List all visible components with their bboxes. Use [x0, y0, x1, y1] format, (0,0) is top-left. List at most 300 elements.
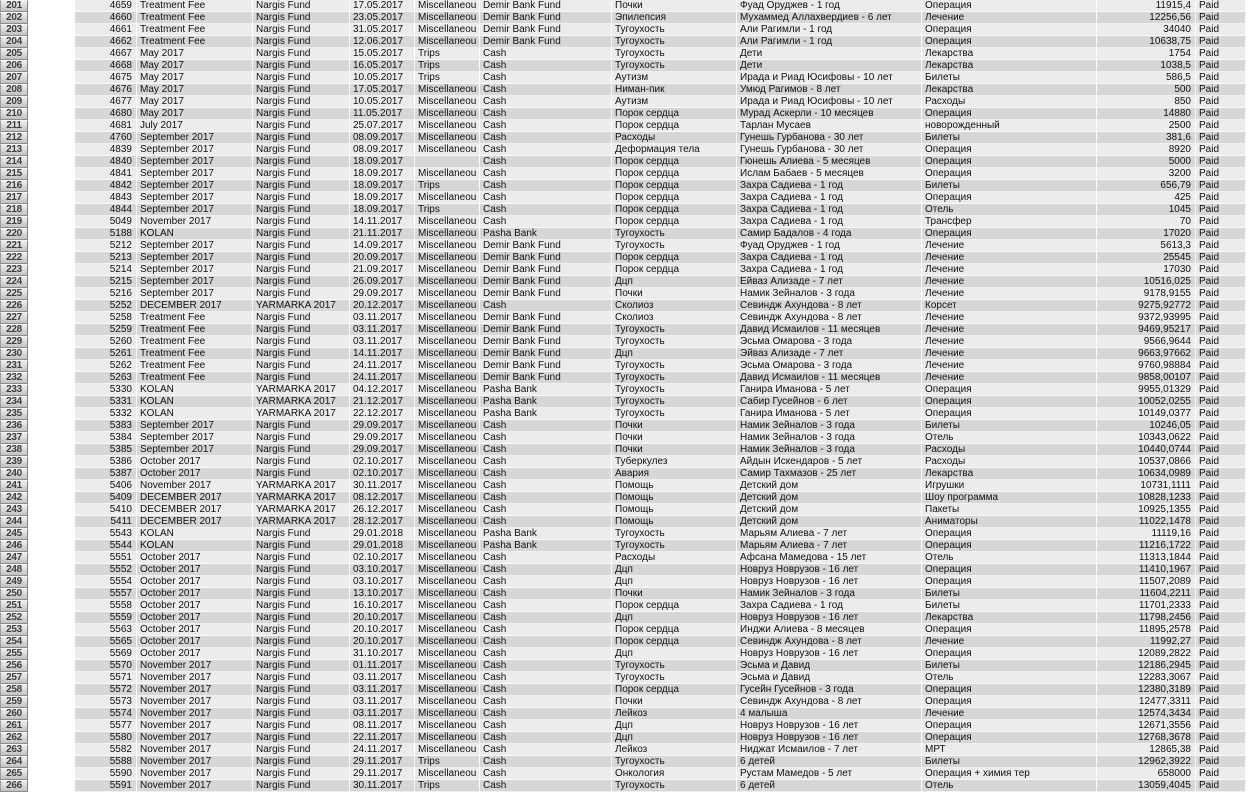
- cell-status[interactable]: Paid: [1196, 468, 1246, 480]
- cell-fund[interactable]: Nargis Fund: [253, 660, 350, 672]
- cell-status[interactable]: Paid: [1196, 480, 1246, 492]
- cell-type[interactable]: Miscellaneou: [415, 324, 480, 336]
- cell-fund[interactable]: Nargis Fund: [253, 528, 350, 540]
- cell-diagnosis[interactable]: Лейкоз: [612, 708, 737, 720]
- cell-type[interactable]: Miscellaneou: [415, 120, 480, 132]
- cell-fund[interactable]: Nargis Fund: [253, 216, 350, 228]
- cell-type[interactable]: Miscellaneou: [415, 228, 480, 240]
- cell-id[interactable]: 5214: [75, 264, 137, 276]
- cell-status[interactable]: Paid: [1196, 408, 1246, 420]
- cell-id[interactable]: 5580: [75, 732, 137, 744]
- cell-empty-col-a[interactable]: [28, 336, 75, 348]
- cell-date[interactable]: 28.12.2017: [350, 516, 415, 528]
- cell-amount[interactable]: 10537,0866: [1097, 456, 1196, 468]
- cell-fund[interactable]: Nargis Fund: [253, 72, 350, 84]
- cell-purpose[interactable]: Лекарства: [922, 48, 1097, 60]
- cell-purpose[interactable]: Корсет: [922, 300, 1097, 312]
- cell-empty-col-a[interactable]: [28, 396, 75, 408]
- cell-diagnosis[interactable]: Тугоухость: [612, 540, 737, 552]
- cell-payment[interactable]: Cash: [480, 600, 612, 612]
- cell-beneficiary[interactable]: Новруз Новрузов - 16 лет: [737, 648, 922, 660]
- cell-beneficiary[interactable]: Умюд Рагимов - 8 лет: [737, 84, 922, 96]
- cell-fund[interactable]: YARMARKA 2017: [253, 300, 350, 312]
- cell-beneficiary[interactable]: Захра Садиева - 1 год: [737, 600, 922, 612]
- cell-type[interactable]: Miscellaneou: [415, 708, 480, 720]
- row-header[interactable]: 221: [0, 240, 28, 252]
- cell-type[interactable]: Miscellaneou: [415, 84, 480, 96]
- cell-beneficiary[interactable]: Марьям Алиева - 7 лет: [737, 540, 922, 552]
- cell-type[interactable]: Miscellaneou: [415, 108, 480, 120]
- cell-fund[interactable]: Nargis Fund: [253, 180, 350, 192]
- cell-purpose[interactable]: Расходы: [922, 456, 1097, 468]
- cell-beneficiary[interactable]: Мухаммед Аллахвердиев - 6 лет: [737, 12, 922, 24]
- row-header[interactable]: 234: [0, 396, 28, 408]
- cell-fund[interactable]: Nargis Fund: [253, 60, 350, 72]
- cell-category[interactable]: September 2017: [137, 156, 253, 168]
- cell-diagnosis[interactable]: Тугоухость: [612, 36, 737, 48]
- cell-id[interactable]: 5574: [75, 708, 137, 720]
- cell-payment[interactable]: Demir Bank Fund: [480, 348, 612, 360]
- cell-diagnosis[interactable]: Аутизм: [612, 96, 737, 108]
- row-header[interactable]: 201: [0, 0, 28, 12]
- cell-empty-col-a[interactable]: [28, 672, 75, 684]
- cell-date[interactable]: 03.10.2017: [350, 564, 415, 576]
- cell-type[interactable]: Miscellaneou: [415, 480, 480, 492]
- cell-date[interactable]: 29.09.2017: [350, 420, 415, 432]
- cell-diagnosis[interactable]: Почки: [612, 432, 737, 444]
- cell-status[interactable]: Paid: [1196, 108, 1246, 120]
- cell-diagnosis[interactable]: Почки: [612, 588, 737, 600]
- cell-beneficiary[interactable]: Гунешь Гурбанова - 30 лет: [737, 144, 922, 156]
- cell-date[interactable]: 20.10.2017: [350, 612, 415, 624]
- cell-date[interactable]: 22.12.2017: [350, 408, 415, 420]
- cell-payment[interactable]: Demir Bank Fund: [480, 252, 612, 264]
- cell-empty-col-a[interactable]: [28, 288, 75, 300]
- cell-status[interactable]: Paid: [1196, 264, 1246, 276]
- cell-category[interactable]: May 2017: [137, 48, 253, 60]
- cell-category[interactable]: November 2017: [137, 480, 253, 492]
- cell-purpose[interactable]: Расходы: [922, 96, 1097, 108]
- cell-date[interactable]: 23.05.2017: [350, 12, 415, 24]
- cell-category[interactable]: Treatment Fee: [137, 348, 253, 360]
- row-header[interactable]: 220: [0, 228, 28, 240]
- cell-payment[interactable]: Cash: [480, 756, 612, 768]
- cell-fund[interactable]: Nargis Fund: [253, 264, 350, 276]
- cell-category[interactable]: October 2017: [137, 588, 253, 600]
- cell-purpose[interactable]: Билеты: [922, 180, 1097, 192]
- cell-empty-col-a[interactable]: [28, 144, 75, 156]
- row-header[interactable]: 226: [0, 300, 28, 312]
- cell-payment[interactable]: Pasha Bank: [480, 540, 612, 552]
- cell-status[interactable]: Paid: [1196, 396, 1246, 408]
- cell-category[interactable]: October 2017: [137, 576, 253, 588]
- cell-date[interactable]: 14.11.2017: [350, 348, 415, 360]
- cell-type[interactable]: Miscellaneou: [415, 396, 480, 408]
- cell-payment[interactable]: Cash: [480, 120, 612, 132]
- cell-fund[interactable]: Nargis Fund: [253, 84, 350, 96]
- cell-diagnosis[interactable]: Тугоухость: [612, 660, 737, 672]
- cell-empty-col-a[interactable]: [28, 204, 75, 216]
- cell-date[interactable]: 16.05.2017: [350, 60, 415, 72]
- cell-amount[interactable]: 13059,4045: [1097, 780, 1196, 792]
- cell-purpose[interactable]: Билеты: [922, 588, 1097, 600]
- cell-empty-col-a[interactable]: [28, 720, 75, 732]
- cell-id[interactable]: 4844: [75, 204, 137, 216]
- row-header[interactable]: 265: [0, 768, 28, 780]
- cell-fund[interactable]: Nargis Fund: [253, 348, 350, 360]
- row-header[interactable]: 254: [0, 636, 28, 648]
- cell-amount[interactable]: 12283,3067: [1097, 672, 1196, 684]
- cell-fund[interactable]: Nargis Fund: [253, 432, 350, 444]
- cell-diagnosis[interactable]: Дцп: [612, 564, 737, 576]
- cell-payment[interactable]: Cash: [480, 588, 612, 600]
- cell-status[interactable]: Paid: [1196, 588, 1246, 600]
- cell-purpose[interactable]: Лечение: [922, 324, 1097, 336]
- cell-id[interactable]: 5383: [75, 420, 137, 432]
- cell-empty-col-a[interactable]: [28, 744, 75, 756]
- cell-status[interactable]: Paid: [1196, 720, 1246, 732]
- cell-status[interactable]: Paid: [1196, 684, 1246, 696]
- cell-payment[interactable]: Cash: [480, 204, 612, 216]
- cell-purpose[interactable]: Лекарства: [922, 468, 1097, 480]
- cell-fund[interactable]: Nargis Fund: [253, 672, 350, 684]
- cell-id[interactable]: 4675: [75, 72, 137, 84]
- cell-id[interactable]: 5588: [75, 756, 137, 768]
- row-header[interactable]: 215: [0, 168, 28, 180]
- cell-diagnosis[interactable]: Порок сердца: [612, 600, 737, 612]
- cell-payment[interactable]: Demir Bank Fund: [480, 360, 612, 372]
- cell-empty-col-a[interactable]: [28, 420, 75, 432]
- cell-diagnosis[interactable]: Почки: [612, 420, 737, 432]
- cell-empty-col-a[interactable]: [28, 480, 75, 492]
- cell-beneficiary[interactable]: Детский дом: [737, 516, 922, 528]
- cell-id[interactable]: 4659: [75, 0, 137, 12]
- cell-payment[interactable]: Cash: [480, 456, 612, 468]
- cell-beneficiary[interactable]: Фуад Оруджев - 1 год: [737, 240, 922, 252]
- cell-purpose[interactable]: Лечение: [922, 288, 1097, 300]
- cell-type[interactable]: Trips: [415, 756, 480, 768]
- cell-type[interactable]: Miscellaneou: [415, 540, 480, 552]
- cell-category[interactable]: November 2017: [137, 744, 253, 756]
- cell-category[interactable]: September 2017: [137, 204, 253, 216]
- cell-type[interactable]: Miscellaneou: [415, 312, 480, 324]
- cell-beneficiary[interactable]: Захра Садиева - 1 год: [737, 252, 922, 264]
- cell-id[interactable]: 4841: [75, 168, 137, 180]
- cell-diagnosis[interactable]: Почки: [612, 288, 737, 300]
- cell-purpose[interactable]: Операция: [922, 684, 1097, 696]
- cell-date[interactable]: 29.01.2018: [350, 528, 415, 540]
- cell-category[interactable]: October 2017: [137, 564, 253, 576]
- cell-amount[interactable]: 9955,01329: [1097, 384, 1196, 396]
- cell-beneficiary[interactable]: Новруз Новрузов - 16 лет: [737, 576, 922, 588]
- cell-payment[interactable]: Demir Bank Fund: [480, 240, 612, 252]
- cell-empty-col-a[interactable]: [28, 504, 75, 516]
- cell-date[interactable]: 22.11.2017: [350, 732, 415, 744]
- cell-type[interactable]: Trips: [415, 180, 480, 192]
- cell-purpose[interactable]: Лечение: [922, 336, 1097, 348]
- cell-category[interactable]: November 2017: [137, 696, 253, 708]
- cell-payment[interactable]: Cash: [480, 84, 612, 96]
- cell-status[interactable]: Paid: [1196, 420, 1246, 432]
- cell-payment[interactable]: Demir Bank Fund: [480, 264, 612, 276]
- cell-status[interactable]: Paid: [1196, 696, 1246, 708]
- cell-status[interactable]: Paid: [1196, 324, 1246, 336]
- cell-status[interactable]: Paid: [1196, 144, 1246, 156]
- cell-category[interactable]: November 2017: [137, 780, 253, 792]
- cell-payment[interactable]: Cash: [480, 192, 612, 204]
- cell-status[interactable]: Paid: [1196, 372, 1246, 384]
- cell-fund[interactable]: Nargis Fund: [253, 12, 350, 24]
- cell-fund[interactable]: Nargis Fund: [253, 768, 350, 780]
- cell-category[interactable]: May 2017: [137, 96, 253, 108]
- cell-purpose[interactable]: Операция: [922, 0, 1097, 12]
- row-header[interactable]: 244: [0, 516, 28, 528]
- cell-payment[interactable]: Demir Bank Fund: [480, 312, 612, 324]
- cell-status[interactable]: Paid: [1196, 660, 1246, 672]
- cell-beneficiary[interactable]: Ниджат Исмаилов - 7 лет: [737, 744, 922, 756]
- row-header[interactable]: 222: [0, 252, 28, 264]
- cell-amount[interactable]: 586,5: [1097, 72, 1196, 84]
- cell-date[interactable]: 17.05.2017: [350, 84, 415, 96]
- row-header[interactable]: 263: [0, 744, 28, 756]
- cell-amount[interactable]: 25545: [1097, 252, 1196, 264]
- cell-id[interactable]: 5411: [75, 516, 137, 528]
- cell-type[interactable]: Miscellaneou: [415, 132, 480, 144]
- row-header[interactable]: 235: [0, 408, 28, 420]
- cell-type[interactable]: Trips: [415, 60, 480, 72]
- row-header[interactable]: 206: [0, 60, 28, 72]
- cell-payment[interactable]: Cash: [480, 300, 612, 312]
- cell-date[interactable]: 18.09.2017: [350, 168, 415, 180]
- cell-amount[interactable]: 9858,00107: [1097, 372, 1196, 384]
- cell-category[interactable]: KOLAN: [137, 228, 253, 240]
- cell-fund[interactable]: Nargis Fund: [253, 132, 350, 144]
- cell-id[interactable]: 4681: [75, 120, 137, 132]
- cell-amount[interactable]: 10343,0622: [1097, 432, 1196, 444]
- cell-beneficiary[interactable]: Новруз Новрузов - 16 лет: [737, 732, 922, 744]
- cell-type[interactable]: Trips: [415, 48, 480, 60]
- cell-amount[interactable]: 9372,93995: [1097, 312, 1196, 324]
- row-header[interactable]: 225: [0, 288, 28, 300]
- cell-diagnosis[interactable]: Порок сердца: [612, 180, 737, 192]
- cell-payment[interactable]: Cash: [480, 660, 612, 672]
- cell-status[interactable]: Paid: [1196, 600, 1246, 612]
- cell-purpose[interactable]: Шоу программа: [922, 492, 1097, 504]
- cell-id[interactable]: 5410: [75, 504, 137, 516]
- cell-date[interactable]: 29.11.2017: [350, 768, 415, 780]
- cell-purpose[interactable]: Операция: [922, 156, 1097, 168]
- cell-diagnosis[interactable]: Деформация тела: [612, 144, 737, 156]
- cell-type[interactable]: Miscellaneou: [415, 516, 480, 528]
- cell-fund[interactable]: Nargis Fund: [253, 204, 350, 216]
- cell-empty-col-a[interactable]: [28, 408, 75, 420]
- cell-id[interactable]: 5332: [75, 408, 137, 420]
- cell-date[interactable]: 24.11.2017: [350, 744, 415, 756]
- cell-type[interactable]: Miscellaneou: [415, 0, 480, 12]
- row-header[interactable]: 216: [0, 180, 28, 192]
- cell-beneficiary[interactable]: Новруз Новрузов - 16 лет: [737, 720, 922, 732]
- cell-date[interactable]: 18.09.2017: [350, 156, 415, 168]
- cell-fund[interactable]: Nargis Fund: [253, 240, 350, 252]
- cell-fund[interactable]: Nargis Fund: [253, 120, 350, 132]
- row-header[interactable]: 202: [0, 12, 28, 24]
- cell-beneficiary[interactable]: Гусейн Гусейнов - 3 года: [737, 684, 922, 696]
- cell-payment[interactable]: Cash: [480, 696, 612, 708]
- cell-id[interactable]: 5386: [75, 456, 137, 468]
- cell-beneficiary[interactable]: Намик Зейналов - 3 года: [737, 588, 922, 600]
- cell-category[interactable]: KOLAN: [137, 528, 253, 540]
- cell-id[interactable]: 4660: [75, 12, 137, 24]
- cell-date[interactable]: 18.09.2017: [350, 192, 415, 204]
- cell-diagnosis[interactable]: Тугоухость: [612, 360, 737, 372]
- cell-empty-col-a[interactable]: [28, 192, 75, 204]
- cell-id[interactable]: 5385: [75, 444, 137, 456]
- row-header[interactable]: 227: [0, 312, 28, 324]
- cell-status[interactable]: Paid: [1196, 432, 1246, 444]
- cell-payment[interactable]: Cash: [480, 216, 612, 228]
- cell-purpose[interactable]: Билеты: [922, 420, 1097, 432]
- cell-purpose[interactable]: Отель: [922, 204, 1097, 216]
- cell-diagnosis[interactable]: Сколиоз: [612, 312, 737, 324]
- cell-date[interactable]: 21.12.2017: [350, 396, 415, 408]
- cell-amount[interactable]: 9178,9155: [1097, 288, 1196, 300]
- cell-payment[interactable]: Cash: [480, 516, 612, 528]
- cell-type[interactable]: Miscellaneou: [415, 636, 480, 648]
- cell-fund[interactable]: Nargis Fund: [253, 0, 350, 12]
- cell-category[interactable]: Treatment Fee: [137, 36, 253, 48]
- cell-diagnosis[interactable]: Дцп: [612, 348, 737, 360]
- cell-amount[interactable]: 10149,0377: [1097, 408, 1196, 420]
- cell-fund[interactable]: Nargis Fund: [253, 36, 350, 48]
- cell-amount[interactable]: 9275,92772: [1097, 300, 1196, 312]
- cell-id[interactable]: 5557: [75, 588, 137, 600]
- cell-beneficiary[interactable]: Али Рагимли - 1 год: [737, 36, 922, 48]
- cell-empty-col-a[interactable]: [28, 576, 75, 588]
- cell-category[interactable]: Treatment Fee: [137, 360, 253, 372]
- cell-type[interactable]: Miscellaneou: [415, 36, 480, 48]
- cell-diagnosis[interactable]: Порок сердца: [612, 684, 737, 696]
- cell-fund[interactable]: Nargis Fund: [253, 780, 350, 792]
- cell-type[interactable]: Miscellaneou: [415, 696, 480, 708]
- cell-beneficiary[interactable]: Ислам Бабаев - 5 месяцев: [737, 168, 922, 180]
- cell-status[interactable]: Paid: [1196, 624, 1246, 636]
- cell-amount[interactable]: 12186,2945: [1097, 660, 1196, 672]
- cell-date[interactable]: 18.09.2017: [350, 204, 415, 216]
- cell-id[interactable]: 5565: [75, 636, 137, 648]
- cell-status[interactable]: Paid: [1196, 708, 1246, 720]
- cell-amount[interactable]: 11604,2211: [1097, 588, 1196, 600]
- cell-amount[interactable]: 10440,0744: [1097, 444, 1196, 456]
- cell-fund[interactable]: Nargis Fund: [253, 420, 350, 432]
- cell-fund[interactable]: YARMARKA 2017: [253, 396, 350, 408]
- cell-payment[interactable]: Cash: [480, 432, 612, 444]
- row-header[interactable]: 228: [0, 324, 28, 336]
- cell-date[interactable]: 30.11.2017: [350, 780, 415, 792]
- cell-amount[interactable]: 10052,0255: [1097, 396, 1196, 408]
- cell-payment[interactable]: Demir Bank Fund: [480, 0, 612, 12]
- cell-id[interactable]: 5571: [75, 672, 137, 684]
- cell-status[interactable]: Paid: [1196, 540, 1246, 552]
- cell-status[interactable]: Paid: [1196, 72, 1246, 84]
- cell-amount[interactable]: 850: [1097, 96, 1196, 108]
- cell-payment[interactable]: Demir Bank Fund: [480, 24, 612, 36]
- cell-diagnosis[interactable]: Дцп: [612, 576, 737, 588]
- cell-date[interactable]: 03.11.2017: [350, 684, 415, 696]
- cell-fund[interactable]: Nargis Fund: [253, 564, 350, 576]
- cell-category[interactable]: October 2017: [137, 456, 253, 468]
- cell-amount[interactable]: 17030: [1097, 264, 1196, 276]
- cell-category[interactable]: November 2017: [137, 756, 253, 768]
- cell-payment[interactable]: Cash: [480, 144, 612, 156]
- cell-fund[interactable]: Nargis Fund: [253, 636, 350, 648]
- cell-status[interactable]: Paid: [1196, 648, 1246, 660]
- cell-amount[interactable]: 11313,1844: [1097, 552, 1196, 564]
- cell-empty-col-a[interactable]: [28, 624, 75, 636]
- cell-amount[interactable]: 12768,3678: [1097, 732, 1196, 744]
- cell-category[interactable]: KOLAN: [137, 540, 253, 552]
- cell-beneficiary[interactable]: Афсана Мамедова - 15 лет: [737, 552, 922, 564]
- cell-beneficiary[interactable]: Новруз Новрузов - 16 лет: [737, 612, 922, 624]
- cell-id[interactable]: 4676: [75, 84, 137, 96]
- cell-type[interactable]: Miscellaneou: [415, 576, 480, 588]
- cell-beneficiary[interactable]: 6 детей: [737, 756, 922, 768]
- cell-amount[interactable]: 12256,56: [1097, 12, 1196, 24]
- cell-id[interactable]: 4839: [75, 144, 137, 156]
- cell-beneficiary[interactable]: Самир Бадалов - 4 года: [737, 228, 922, 240]
- row-header[interactable]: 218: [0, 204, 28, 216]
- cell-type[interactable]: Miscellaneou: [415, 360, 480, 372]
- cell-beneficiary[interactable]: Намик Зейналов - 3 года: [737, 288, 922, 300]
- cell-amount[interactable]: 425: [1097, 192, 1196, 204]
- cell-type[interactable]: Miscellaneou: [415, 744, 480, 756]
- cell-category[interactable]: November 2017: [137, 684, 253, 696]
- cell-beneficiary[interactable]: Эйваз Ализаде - 7 лет: [737, 348, 922, 360]
- cell-empty-col-a[interactable]: [28, 120, 75, 132]
- cell-category[interactable]: October 2017: [137, 552, 253, 564]
- cell-payment[interactable]: Cash: [480, 96, 612, 108]
- cell-category[interactable]: DECEMBER 2017: [137, 516, 253, 528]
- cell-purpose[interactable]: Операция: [922, 192, 1097, 204]
- cell-id[interactable]: 5212: [75, 240, 137, 252]
- cell-diagnosis[interactable]: Туберкулез: [612, 456, 737, 468]
- cell-amount[interactable]: 381,6: [1097, 132, 1196, 144]
- row-header[interactable]: 238: [0, 444, 28, 456]
- cell-category[interactable]: September 2017: [137, 264, 253, 276]
- cell-id[interactable]: 5406: [75, 480, 137, 492]
- cell-id[interactable]: 5252: [75, 300, 137, 312]
- cell-type[interactable]: Miscellaneou: [415, 264, 480, 276]
- cell-empty-col-a[interactable]: [28, 72, 75, 84]
- cell-fund[interactable]: Nargis Fund: [253, 648, 350, 660]
- cell-id[interactable]: 4680: [75, 108, 137, 120]
- cell-payment[interactable]: Cash: [480, 576, 612, 588]
- cell-category[interactable]: November 2017: [137, 216, 253, 228]
- cell-id[interactable]: 5262: [75, 360, 137, 372]
- cell-status[interactable]: Paid: [1196, 192, 1246, 204]
- row-header[interactable]: 205: [0, 48, 28, 60]
- cell-type[interactable]: Miscellaneou: [415, 252, 480, 264]
- cell-status[interactable]: Paid: [1196, 168, 1246, 180]
- cell-category[interactable]: Treatment Fee: [137, 372, 253, 384]
- cell-type[interactable]: Miscellaneou: [415, 384, 480, 396]
- cell-empty-col-a[interactable]: [28, 696, 75, 708]
- cell-diagnosis[interactable]: Дцп: [612, 276, 737, 288]
- cell-fund[interactable]: Nargis Fund: [253, 312, 350, 324]
- cell-empty-col-a[interactable]: [28, 360, 75, 372]
- cell-purpose[interactable]: Лечение: [922, 360, 1097, 372]
- cell-type[interactable]: Miscellaneou: [415, 240, 480, 252]
- cell-id[interactable]: 4662: [75, 36, 137, 48]
